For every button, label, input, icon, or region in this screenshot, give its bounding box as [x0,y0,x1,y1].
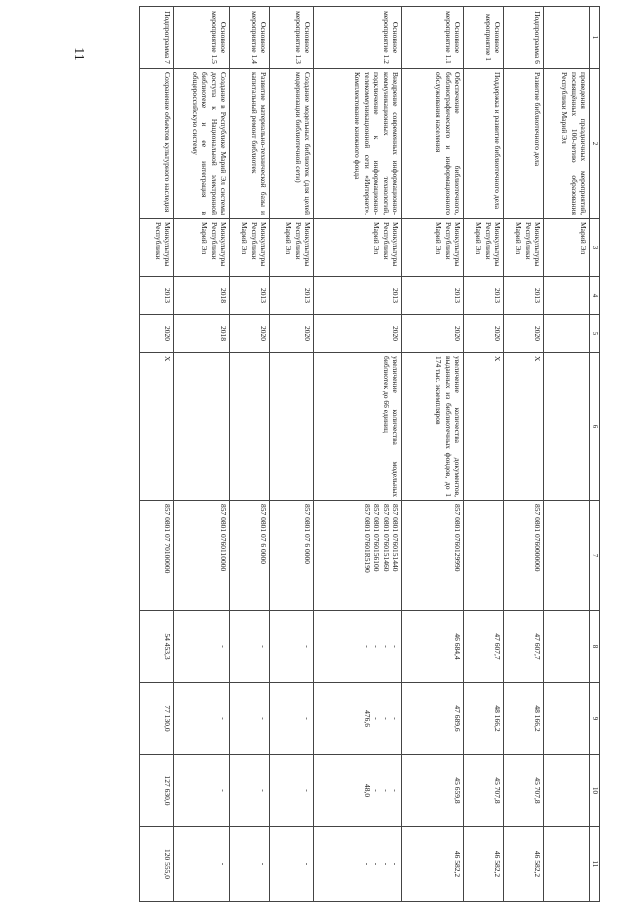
cell-description: Обеспечение библиотечного, библиографического и информационного обслуживания населения [402,69,464,219]
cell-value-2017: 47 607,7 [504,611,544,683]
page-number: 11 [71,47,86,61]
cell-budget-code: 857 0801 07 6 0000 [230,501,270,611]
cell-value-2020: 46 582,2 [504,827,544,902]
budget-table [139,6,600,902]
cell-budget-code: 857 0801 0760110000 [174,501,230,611]
cell-executor: Минкультуры Республики Марий Эл [402,219,464,277]
cell-executor: Минкультуры Республики Марий Эл [230,219,270,277]
cell-indicator [544,353,590,501]
column-header: 10 [590,755,600,827]
cell-start-year: 2013 [464,277,504,315]
column-header: 6 [590,353,600,501]
budget-table-container [139,6,600,902]
cell-end-year: 2020 [140,315,174,353]
cell-indicator: X [464,353,504,501]
cell-value-2017: - [270,611,314,683]
cell-executor: Минкультуры Республики Марий Эл [314,219,402,277]
cell-value-2017: - [230,611,270,683]
cell-program-name: Основное мероприятие 1.5 [174,7,230,69]
cell-indicator [270,353,314,501]
cell-value-2019: 45 707,8 [504,755,544,827]
cell-budget-code: 857 0801 07 70100000 [140,501,174,611]
cell-program-name: Основное мероприятие 1 [464,7,504,69]
cell-budget-code: 857 0801 07 6 0000 [270,501,314,611]
table-row [314,7,402,902]
cell-executor: Минкультуры Республики Марий Эл [174,219,230,277]
header-row [590,7,600,902]
cell-end-year: 2020 [402,315,464,353]
cell-start-year: 2013 [314,277,402,315]
cell-start-year: 2018 [174,277,230,315]
cell-budget-code: 857 0801 0760000000 [504,501,544,611]
cell-end-year: 2020 [464,315,504,353]
cell-budget-code [464,501,504,611]
cell-value-2019: - [230,755,270,827]
cell-executor: Минкультуры Республики [140,219,174,277]
cell-value-2020: 120 555,0 [140,827,174,902]
cell-executor: Марий Эл [544,219,590,277]
cell-executor: Минкультуры Республики Марий Эл [504,219,544,277]
table-row [174,7,230,902]
column-header: 1 [590,7,600,69]
cell-end-year: 2020 [230,315,270,353]
cell-budget-code: 857 0801 0760151440 857 0801 0760151460 857 0801 0760156100 857 0801 07601R5190 [314,501,402,611]
cell-value-2018: - - - 476,6 [314,683,402,755]
cell-indicator [174,353,230,501]
cell-program-name [544,7,590,69]
column-header: 11 [590,827,600,902]
table-row [544,7,590,902]
cell-start-year: 2013 [270,277,314,315]
cell-value-2020: - [174,827,230,902]
table-row [140,7,174,902]
cell-value-2018: 77 130,0 [140,683,174,755]
cell-value-2019: - - - 48,0 [314,755,402,827]
column-header: 5 [590,315,600,353]
cell-indicator: увеличение количества модельных библиотек до 66 единиц [314,353,402,501]
table-row [230,7,270,902]
cell-value-2018: - [174,683,230,755]
cell-start-year [544,277,590,315]
cell-description: проведения праздничных мероприятий, посвящённых 100-летию образования Республики Марий Эл [544,69,590,219]
cell-value-2017: 54 453,3 [140,611,174,683]
cell-value-2019: 45 707,8 [464,755,504,827]
cell-value-2018 [544,683,590,755]
cell-value-2018: 48 166,2 [504,683,544,755]
cell-description: Поддержка и развитие библиотечного дела [464,69,504,219]
cell-budget-code: 857 0801 0760129990 [402,501,464,611]
cell-value-2019 [544,755,590,827]
cell-program-name: Основное мероприятие 1.1 [402,7,464,69]
cell-value-2020: 46 582,2 [464,827,504,902]
column-header: 9 [590,683,600,755]
cell-indicator [230,353,270,501]
cell-value-2019: 45 659,8 [402,755,464,827]
cell-value-2017: - - - - [314,611,402,683]
cell-value-2018: - [230,683,270,755]
cell-value-2017: 47 607,7 [464,611,504,683]
cell-program-name: Основное мероприятие 1.2 [314,7,402,69]
cell-end-year: 2020 [314,315,402,353]
table-row [402,7,464,902]
cell-description: Развитие материально-технической базы и капитальный ремонт библиотек [230,69,270,219]
table-row [464,7,504,902]
column-header: 3 [590,219,600,277]
cell-program-name: Подпрограмма 7 [140,7,174,69]
cell-value-2018: 48 166,2 [464,683,504,755]
cell-value-2018: - [270,683,314,755]
cell-end-year: 2020 [270,315,314,353]
table-row [504,7,544,902]
cell-value-2017: 46 684,4 [402,611,464,683]
cell-indicator: X [504,353,544,501]
column-header: 2 [590,69,600,219]
cell-indicator: увеличение количества документов, выданных из библиотечных фондов, до 1 174 тыс. экземпляров [402,353,464,501]
cell-program-name: Основное мероприятие 1.4 [230,7,270,69]
cell-description: Создание в Республике Марий Эл системы доступа к Национальной электронной библиотеке и ее интеграция в общероссийскую систему [174,69,230,219]
cell-value-2019: - [270,755,314,827]
table-body [140,7,590,902]
cell-start-year: 2013 [504,277,544,315]
column-header: 8 [590,611,600,683]
cell-indicator: X [140,353,174,501]
cell-value-2020: - [270,827,314,902]
cell-value-2017: - [174,611,230,683]
cell-description: Сохранение объектов культурного наследия [140,69,174,219]
cell-value-2020 [544,827,590,902]
cell-end-year: 2020 [504,315,544,353]
cell-value-2017 [544,611,590,683]
cell-end-year: 2018 [174,315,230,353]
cell-description: Развитие библиотечного дела [504,69,544,219]
cell-value-2020: 46 582,2 [402,827,464,902]
table-row [270,7,314,902]
cell-value-2020: - [230,827,270,902]
cell-start-year: 2013 [140,277,174,315]
cell-start-year: 2013 [402,277,464,315]
cell-description: Создание модельных библиотек (для целей модернизации библиотечной сети) [270,69,314,219]
cell-program-name: Подпрограмма 6 [504,7,544,69]
column-header: 4 [590,277,600,315]
cell-description: Внедрение современных информационно-коммуникационных технологий, подключение к информационно-телекоммуникационной сети «Интернет». Комплектование книжного фонда [314,69,402,219]
cell-program-name: Основное мероприятие 1.3 [270,7,314,69]
cell-start-year: 2013 [230,277,270,315]
cell-end-year [544,315,590,353]
cell-value-2019: 127 630,0 [140,755,174,827]
cell-value-2019: - [174,755,230,827]
column-header: 7 [590,501,600,611]
cell-executor: Минкультуры Республики Марий Эл [464,219,504,277]
cell-value-2018: 47 689,6 [402,683,464,755]
cell-executor: Минкультуры Республики Марий Эл [270,219,314,277]
cell-budget-code [544,501,590,611]
cell-value-2020: - - - - [314,827,402,902]
